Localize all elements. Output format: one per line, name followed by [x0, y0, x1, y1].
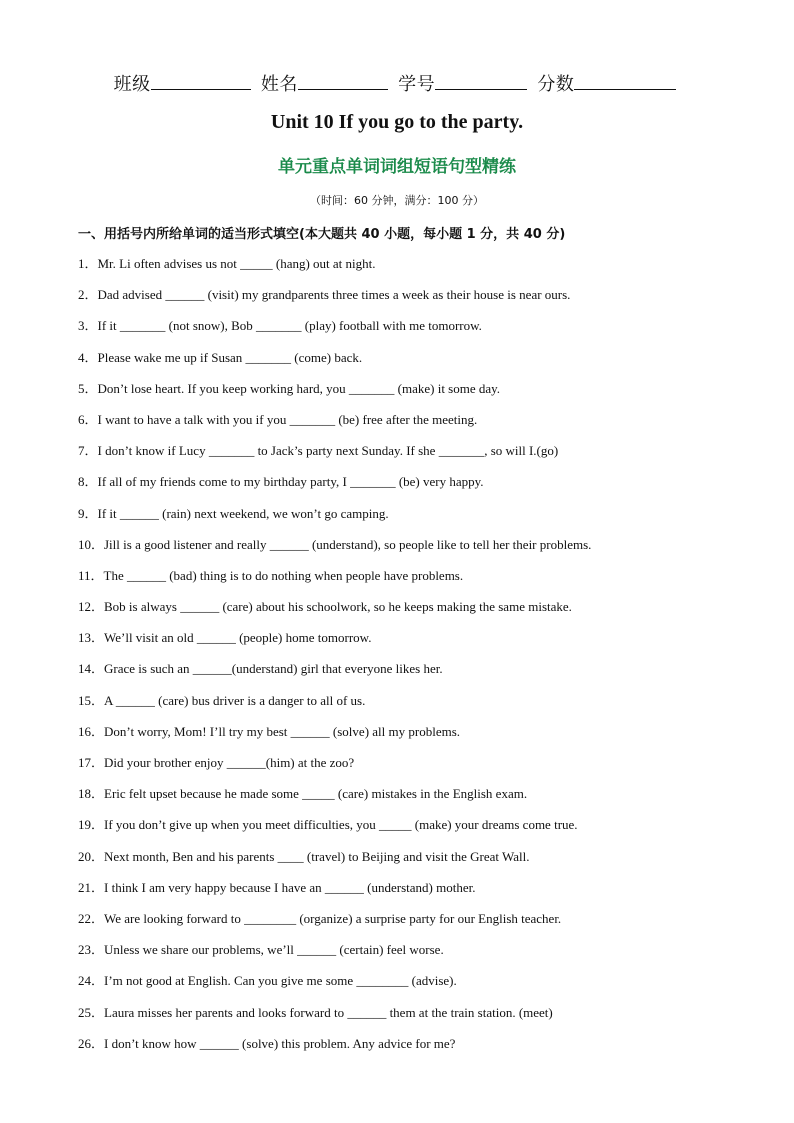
question-item: 17．Did your brother enjoy ______(him) at the zoo? [78, 755, 355, 770]
question-item: 22．We are looking forward to ________ (organize) a surprise party for our English teacher. [78, 910, 562, 926]
score-blank[interactable] [574, 71, 676, 90]
question-item: 23．Unless we share our problems, we’ll ______ (certain) feel worse. [78, 942, 444, 958]
question-item: 14．Grace is such an ______(understand) girl that everyone likes her. [78, 661, 443, 677]
question-item: 6．I want to have a talk with you if you _______ (be) free after the meeting. [78, 411, 478, 427]
question-item: 11．The ______ (bad) thing is to do nothing when people have problems. [78, 567, 464, 583]
section-heading: 一、用括号内所给单词的适当形式填空(本大题共 40 小题，每小题 1 分，共 40 分) [78, 227, 566, 242]
question-item: 8．If all of my friends come to my birthday party, I _______ (be) very happy. [78, 474, 484, 490]
score-label: 分数 [537, 74, 575, 95]
question-item: 1．Mr. Li often advises us not _____ (hang) out at night. [78, 256, 376, 271]
class-label: 班级 [113, 74, 151, 95]
class-blank[interactable] [151, 71, 251, 90]
question-item: 24．I’m not good at English. Can you give me some ________ (advise). [78, 973, 457, 989]
question-item: 26．I don’t know how ______ (solve) this problem. Any advice for me? [78, 1035, 456, 1051]
number-blank[interactable] [435, 71, 527, 90]
question-list [78, 254, 758, 1065]
question-item: 10．Jill is a good listener and really ______ (understand), so people like to tell her their problems. [78, 536, 592, 552]
question-item: 3．If it _______ (not snow), Bob _______ (play) football with me tomorrow. [78, 318, 482, 334]
question-item: 19．If you don’t give up when you meet difficulties, you _____ (make) your dreams come true. [78, 817, 578, 833]
number-label: 学号 [398, 74, 436, 95]
question-item: 16．Don’t worry, Mom! I’ll try my best ______ (solve) all my problems. [78, 723, 461, 739]
name-blank[interactable] [298, 71, 388, 90]
student-info-line [0, 70, 794, 96]
question-item: 9．If it ______ (rain) next weekend, we won’t go camping. [78, 505, 389, 521]
question-item: 25．Laura misses her parents and looks forward to ______ them at the train station. (meet) [78, 1004, 553, 1020]
question-item: 18．Eric felt upset because he made some _____ (care) mistakes in the English exam. [78, 786, 528, 802]
question-item: 21．I think I am very happy because I have an ______ (understand) mother. [78, 879, 476, 895]
question-item: 12．Bob is always ______ (care) about his schoolwork, so he keeps making the same mistake. [78, 599, 572, 615]
page-title: Unit 10 If you go to the party. [270, 111, 524, 133]
exam-meta: （时间：60 分钟，满分：100 分） [310, 194, 484, 207]
question-item: 2．Dad advised ______ (visit) my grandparents three times a week as their house is near ours. [78, 287, 571, 303]
name-label: 姓名 [260, 74, 298, 95]
question-item: 20．Next month, Ben and his parents ____ (travel) to Beijing and visit the Great Wall. [78, 848, 530, 864]
question-item: 5．Don’t lose heart. If you keep working hard, you _______ (make) it some day. [78, 380, 501, 396]
page-subtitle: 单元重点单词词组短语句型精练 [278, 157, 516, 177]
question-item: 13．We’ll visit an old ______ (people) home tomorrow. [78, 630, 372, 646]
question-item: 4．Please wake me up if Susan _______ (come) back. [78, 349, 363, 365]
question-item: 15．A ______ (care) bus driver is a danger to all of us. [78, 692, 366, 708]
question-item: 7．I don’t know if Lucy _______ to Jack’s party next Sunday. If she _______, so will I.(go) [78, 443, 559, 459]
